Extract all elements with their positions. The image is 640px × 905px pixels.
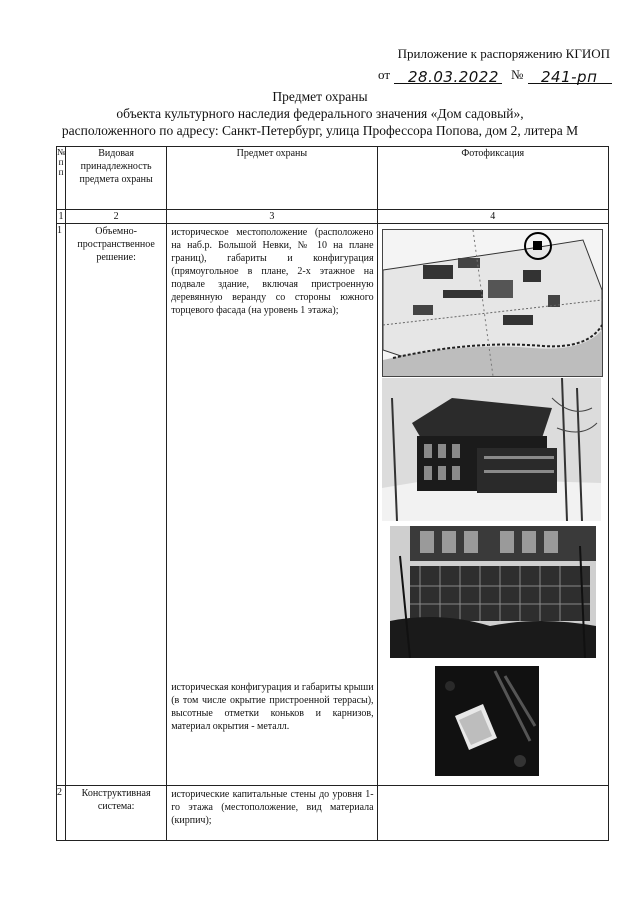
row-number: 1 (57, 224, 66, 786)
photo-cell (377, 224, 608, 786)
table-row (57, 224, 609, 786)
header-photo: Фотофиксация (377, 147, 608, 210)
number-prefix: № (511, 67, 524, 82)
page-title: Предмет охраны (272, 89, 368, 104)
index-cell: 4 (377, 210, 608, 224)
index-cell: 1 (57, 210, 66, 224)
header-subject: Предмет охраны (167, 147, 377, 210)
row-subject-text-roof: историческая конфигурация и габариты крыши (в том числе окрытие пристроенной террасы), высотные отметки коньков и карнизов, материал окрытия - металл. (171, 682, 374, 732)
protection-subject-table (56, 146, 609, 841)
row-category: Конструктивная система: (66, 786, 167, 841)
row-category: Объемно-пространственное решение: (66, 224, 167, 786)
date-prefix: от (378, 67, 391, 82)
building-photo-veranda (390, 526, 596, 658)
page-subtitle-object: объекта культурного наследия федерального значения «Дом садовый», (116, 106, 524, 121)
index-cell: 2 (66, 210, 167, 224)
building-photo-front (382, 378, 601, 521)
row-subject-text: исторические капитальные стены до уровня 1-го этажа (местоположение, вид материала (кирпич); (167, 786, 377, 841)
appendix-heading: Приложение к распоряжению КГИОП (397, 46, 610, 61)
site-plan-image (382, 229, 603, 377)
order-number: 241-рп (541, 68, 598, 86)
header-category: Видовая принадлежность предмета охраны (66, 147, 167, 210)
roof-aerial-photo (435, 666, 539, 776)
order-date-line (378, 66, 613, 86)
order-date: 28.03.2022 (408, 68, 499, 86)
row-subject-cell (167, 224, 377, 786)
photo-cell-empty (377, 786, 608, 841)
table-row (57, 786, 609, 841)
page-subtitle-address: расположенного по адресу: Санкт-Петербург, улица Профессора Попова, дом 2, литера М (61, 123, 579, 138)
index-cell: 3 (167, 210, 377, 224)
row-number: 2 (57, 786, 66, 841)
table-index-row (57, 210, 609, 224)
row-subject-text: историческое местоположение (расположено на наб.р. Большой Невки, № 10 на плане границ), габариты и конфигурация (прямоугольное в плане, 2-х этажное на подвале здание, включая пристроенную деревянную веранду со стороны южного торцевого фасада (на уровень 1 этажа); (171, 227, 374, 316)
table-header-row (57, 147, 609, 210)
header-number: № п п (57, 147, 66, 210)
